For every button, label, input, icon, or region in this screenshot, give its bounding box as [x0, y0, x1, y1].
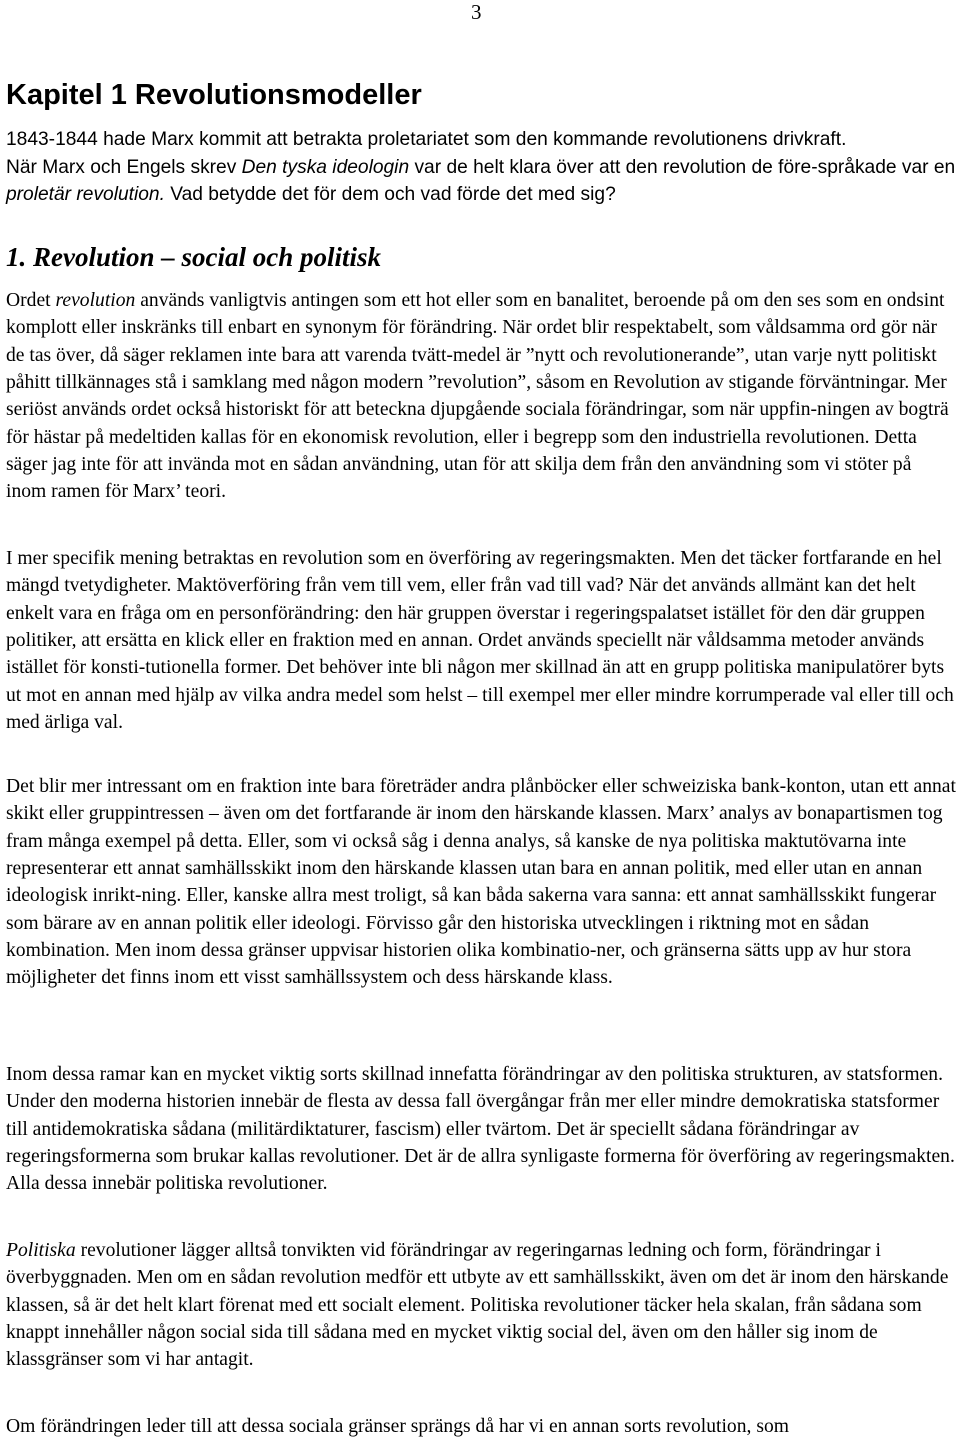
intro-text-3: var de helt klara över att den revolution de före-språkade var en — [409, 156, 956, 178]
body-paragraph — [6, 1237, 956, 1374]
body-paragraph — [6, 1061, 956, 1198]
body-paragraph — [6, 1413, 956, 1440]
chapter-title: Kapitel 1 Revolutionsmodeller — [6, 79, 422, 111]
emphasis-text: Politiska — [6, 1240, 76, 1261]
section-title: 1. Revolution – social och politisk — [6, 242, 382, 272]
intro-text-0: 1843-1844 hade Marx kommit att betrakta proletariatet som den kommande revolutionens drivkraft. — [6, 129, 847, 150]
body-paragraph — [6, 545, 956, 736]
paragraph-text: revolutioner lägger alltså tonvikten vid förändringar av regeringarnas ledning och form, förändringar i överbyggnaden. Men om en sådan revolution medför ett utbyte av ett samhällsskikt, även om det är inom den härskande klassen, så är det helt klart förenat med ett socialt element. Politiska revolutioner täcker hela skalan, från sådana som knappt innehåller någon social sida till sådana med en mycket viktig social del, även om den håller sig inom de klassgränser som vi har antagit. — [6, 1240, 949, 1371]
paragraph-text: Ordet — [6, 290, 56, 311]
paragraph-text: Om förändringen leder till att dessa sociala gränser sprängs då har vi en annan sorts revolution, som — [6, 1416, 789, 1437]
body-paragraph — [6, 773, 956, 992]
body-paragraph — [6, 287, 956, 506]
paragraph-text: I mer specifik mening betraktas en revolution som en överföring av regeringsmakten. Men det täcker fortfarande en hel mängd tvetydigheter. Maktöverföring från vem till vem, eller från vad till vad? När det används allmänt kan det helt enkelt vara en fråga om en personförändring: den här gruppen överstar i regeringspalatset istället för den där gruppen politiker, att ersätta en klick eller en fraktion med en annan. Ordet används speciellt när våldsamma metoder används istället för konsti-tutionella former. Det behöver inte bli någon mer skillnad än att en grupp politiska manipulatörer byts ut mot en annan med hjälp av vilka andra medel som helst – till exempel mer eller mindre korrumperade val eller till och med ärliga val. — [6, 548, 954, 734]
paragraph-text: används vanligtvis antingen som ett hot eller som en banalitet, beroende på om den ses som en ondsint komplott eller inskränks till enbart en synonym för förändring. När ordet blir respektabelt, som våldsamma ord gör när de tas över, då säger reklamen inte bara att varenda tvätt-medel är ”nytt och revolutionerande”, utan varje nytt politiskt påhitt tillkännages stå i samklang med någon modern ”revolution”, såsom en Revolution av stigande förväntningar. Mer seriöst används ordet också historiskt för att beteckna djupgående sociala förändringar, som när uppfin-ningen av bogträ för hästar på medeltiden kallas för en ekonomisk revolution, eller i begrepp som den industriella revolutionen. Detta säger jag inte för att invända mot en sådan användning, utan för att skilja dem från den användning som vi stöter på inom ramen för Marx’ teori. — [6, 290, 949, 503]
intro-text-2: Den tyska ideologin — [241, 156, 410, 178]
intro-text-4: proletär revolution. — [6, 184, 165, 205]
intro-text-1: När Marx och Engels skrev — [6, 156, 242, 178]
intro-text-5: Vad betydde det för dem och vad förde det med sig? — [164, 184, 616, 205]
paragraph-text: Det blir mer intressant om en fraktion inte bara företräder andra plånböcker eller schweiziska bank-konton, utan ett annat skikt eller gruppintressen – även om det fortfarande är inom den härskande klassen. Marx’ analys av bonapartismen tog fram många exempel på detta. Eller, som vi också såg i denna analys, så kanske de nya politiska maktutövarna inte representerar ett annat samhällsskikt inom den härskande klassen utan bara en annan politik, med eller utan en annan ideologisk inrikt-ning. Eller, kanske allra mest troligt, så kan båda sakerna vara sanna: ett annat samhällsskikt fungerar som bärare av en annan politik eller ideologi. Förvisso går den historiska utvecklingen i riktning mot en sådan kombination. Men inom dessa gränser uppvisar historien olika kombinatio-ner, och gränserna sätts upp av hur stora möjligheter det finns inom ett visst samhällssystem och dess härskande klass. — [6, 776, 956, 989]
page-number: 3 — [471, 0, 482, 24]
intro-paragraph — [6, 126, 956, 209]
paragraph-text: Inom dessa ramar kan en mycket viktig sorts skillnad innefatta förändringar av den politiska strukturen, av statsformen. Under den moderna historien innebär de flesta av dessa fall övergångar från mer eller mindre demokratiska statsformer till antidemokratiska sådana (militärdiktaturer, fascism) eller tvärtom. Det är speciellt sådana förändringar av regeringsformerna som brukar kallas revolutioner. Det är de allra synligaste formerna för överföring av regeringsmakten. Alla dessa innebär politiska revolutioner. — [6, 1064, 955, 1195]
emphasis-text: revolution — [55, 290, 136, 311]
